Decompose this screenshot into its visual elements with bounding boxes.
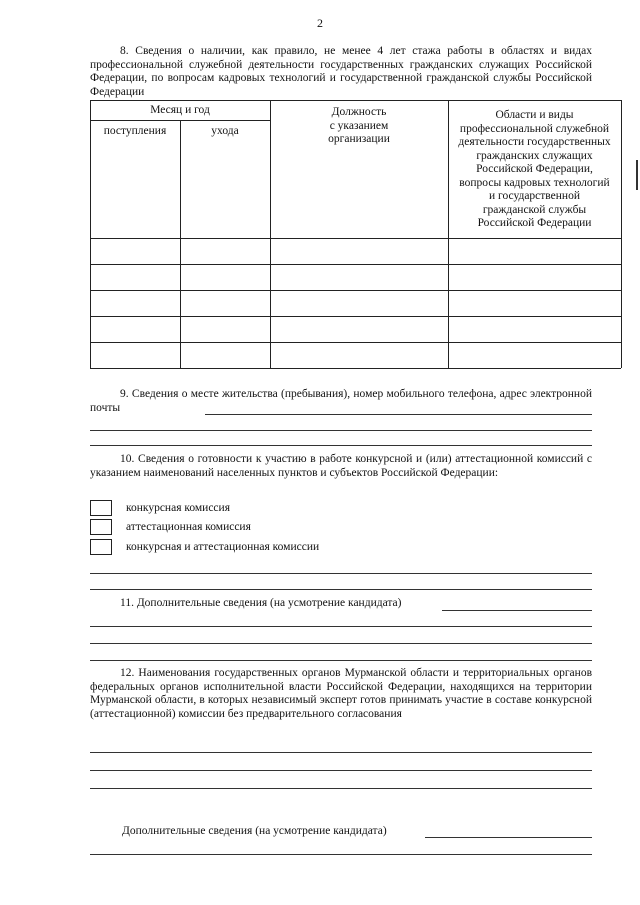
table-row[interactable] bbox=[91, 239, 621, 264]
section-11-line-3[interactable] bbox=[90, 660, 592, 661]
residence-line-2[interactable] bbox=[90, 445, 592, 446]
header-end: ухода bbox=[211, 125, 239, 137]
checkbox-attestation-commission[interactable] bbox=[90, 519, 112, 535]
section-12-text: 12. Наименования государственных органов Мурманской области и территориальных органов федеральных органов исполнительной власти Российской Федерации, находящихся на территории Мурманской области, в которых независимый эксперт готов принимать участие в составе конкурсной (аттестационной) комиссии без предварительного согласования bbox=[90, 667, 592, 720]
section-9-text: 9. Сведения о месте жительства (пребывания), номер мобильного телефона, адрес электронной почты bbox=[90, 388, 592, 414]
section-12-line-1[interactable] bbox=[90, 752, 592, 753]
section-11-line-2[interactable] bbox=[90, 643, 592, 644]
table-row[interactable] bbox=[91, 343, 621, 368]
section-8-text: 8. Сведения о наличии, как правило, не менее 4 лет стажа работы в областях и видах профессиональной служебной деятельности государственных гражданских служащих Российской Федерации, по вопросам кадровых технологий и государственной гражданской службы Российской Федерации bbox=[90, 45, 592, 98]
additional-info-text: Дополнительные сведения (на усмотрение кандидата) bbox=[122, 825, 387, 837]
section-12-line-3[interactable] bbox=[90, 788, 592, 789]
page-number: 2 bbox=[317, 16, 323, 30]
residence-line-1[interactable] bbox=[90, 430, 592, 431]
table-row[interactable] bbox=[91, 265, 621, 290]
table-row[interactable] bbox=[91, 317, 621, 342]
additional-field-line[interactable] bbox=[425, 837, 592, 838]
section-12-line-2[interactable] bbox=[90, 770, 592, 771]
header-month-year: Месяц и год bbox=[150, 104, 210, 116]
section-11-line-1[interactable] bbox=[90, 626, 592, 627]
email-field-line[interactable] bbox=[205, 414, 592, 415]
header-position: Должность с указанием организации bbox=[328, 106, 390, 145]
option-attestation-commission: аттестационная комиссия bbox=[126, 521, 251, 533]
section-11-field-line[interactable] bbox=[442, 610, 592, 611]
option-competition-commission: конкурсная комиссия bbox=[126, 502, 230, 514]
margin-mark bbox=[636, 160, 638, 190]
commission-line-2[interactable] bbox=[90, 589, 592, 590]
option-both-commissions: конкурсная и аттестационная комиссии bbox=[126, 541, 320, 553]
checkbox-both-commissions[interactable] bbox=[90, 539, 112, 555]
header-areas: Области и виды профессиональной служебной деятельности государственных гражданских служащих Российской Федерации, вопросы кадровых технологий и государственной гражданской службы Российской Федерации bbox=[458, 109, 611, 229]
section-11-text: 11. Дополнительные сведения (на усмотрение кандидата) bbox=[120, 597, 402, 609]
table-row[interactable] bbox=[91, 291, 621, 316]
commission-line-1[interactable] bbox=[90, 573, 592, 574]
section-10-text: 10. Сведения о готовности к участию в работе конкурсной и (или) аттестационной комиссий с указанием наименований населенных пунктов и субъектов Российской Федерации: bbox=[90, 453, 592, 479]
header-start: поступления bbox=[103, 125, 167, 137]
checkbox-competition-commission[interactable] bbox=[90, 500, 112, 516]
additional-line-1[interactable] bbox=[90, 854, 592, 855]
